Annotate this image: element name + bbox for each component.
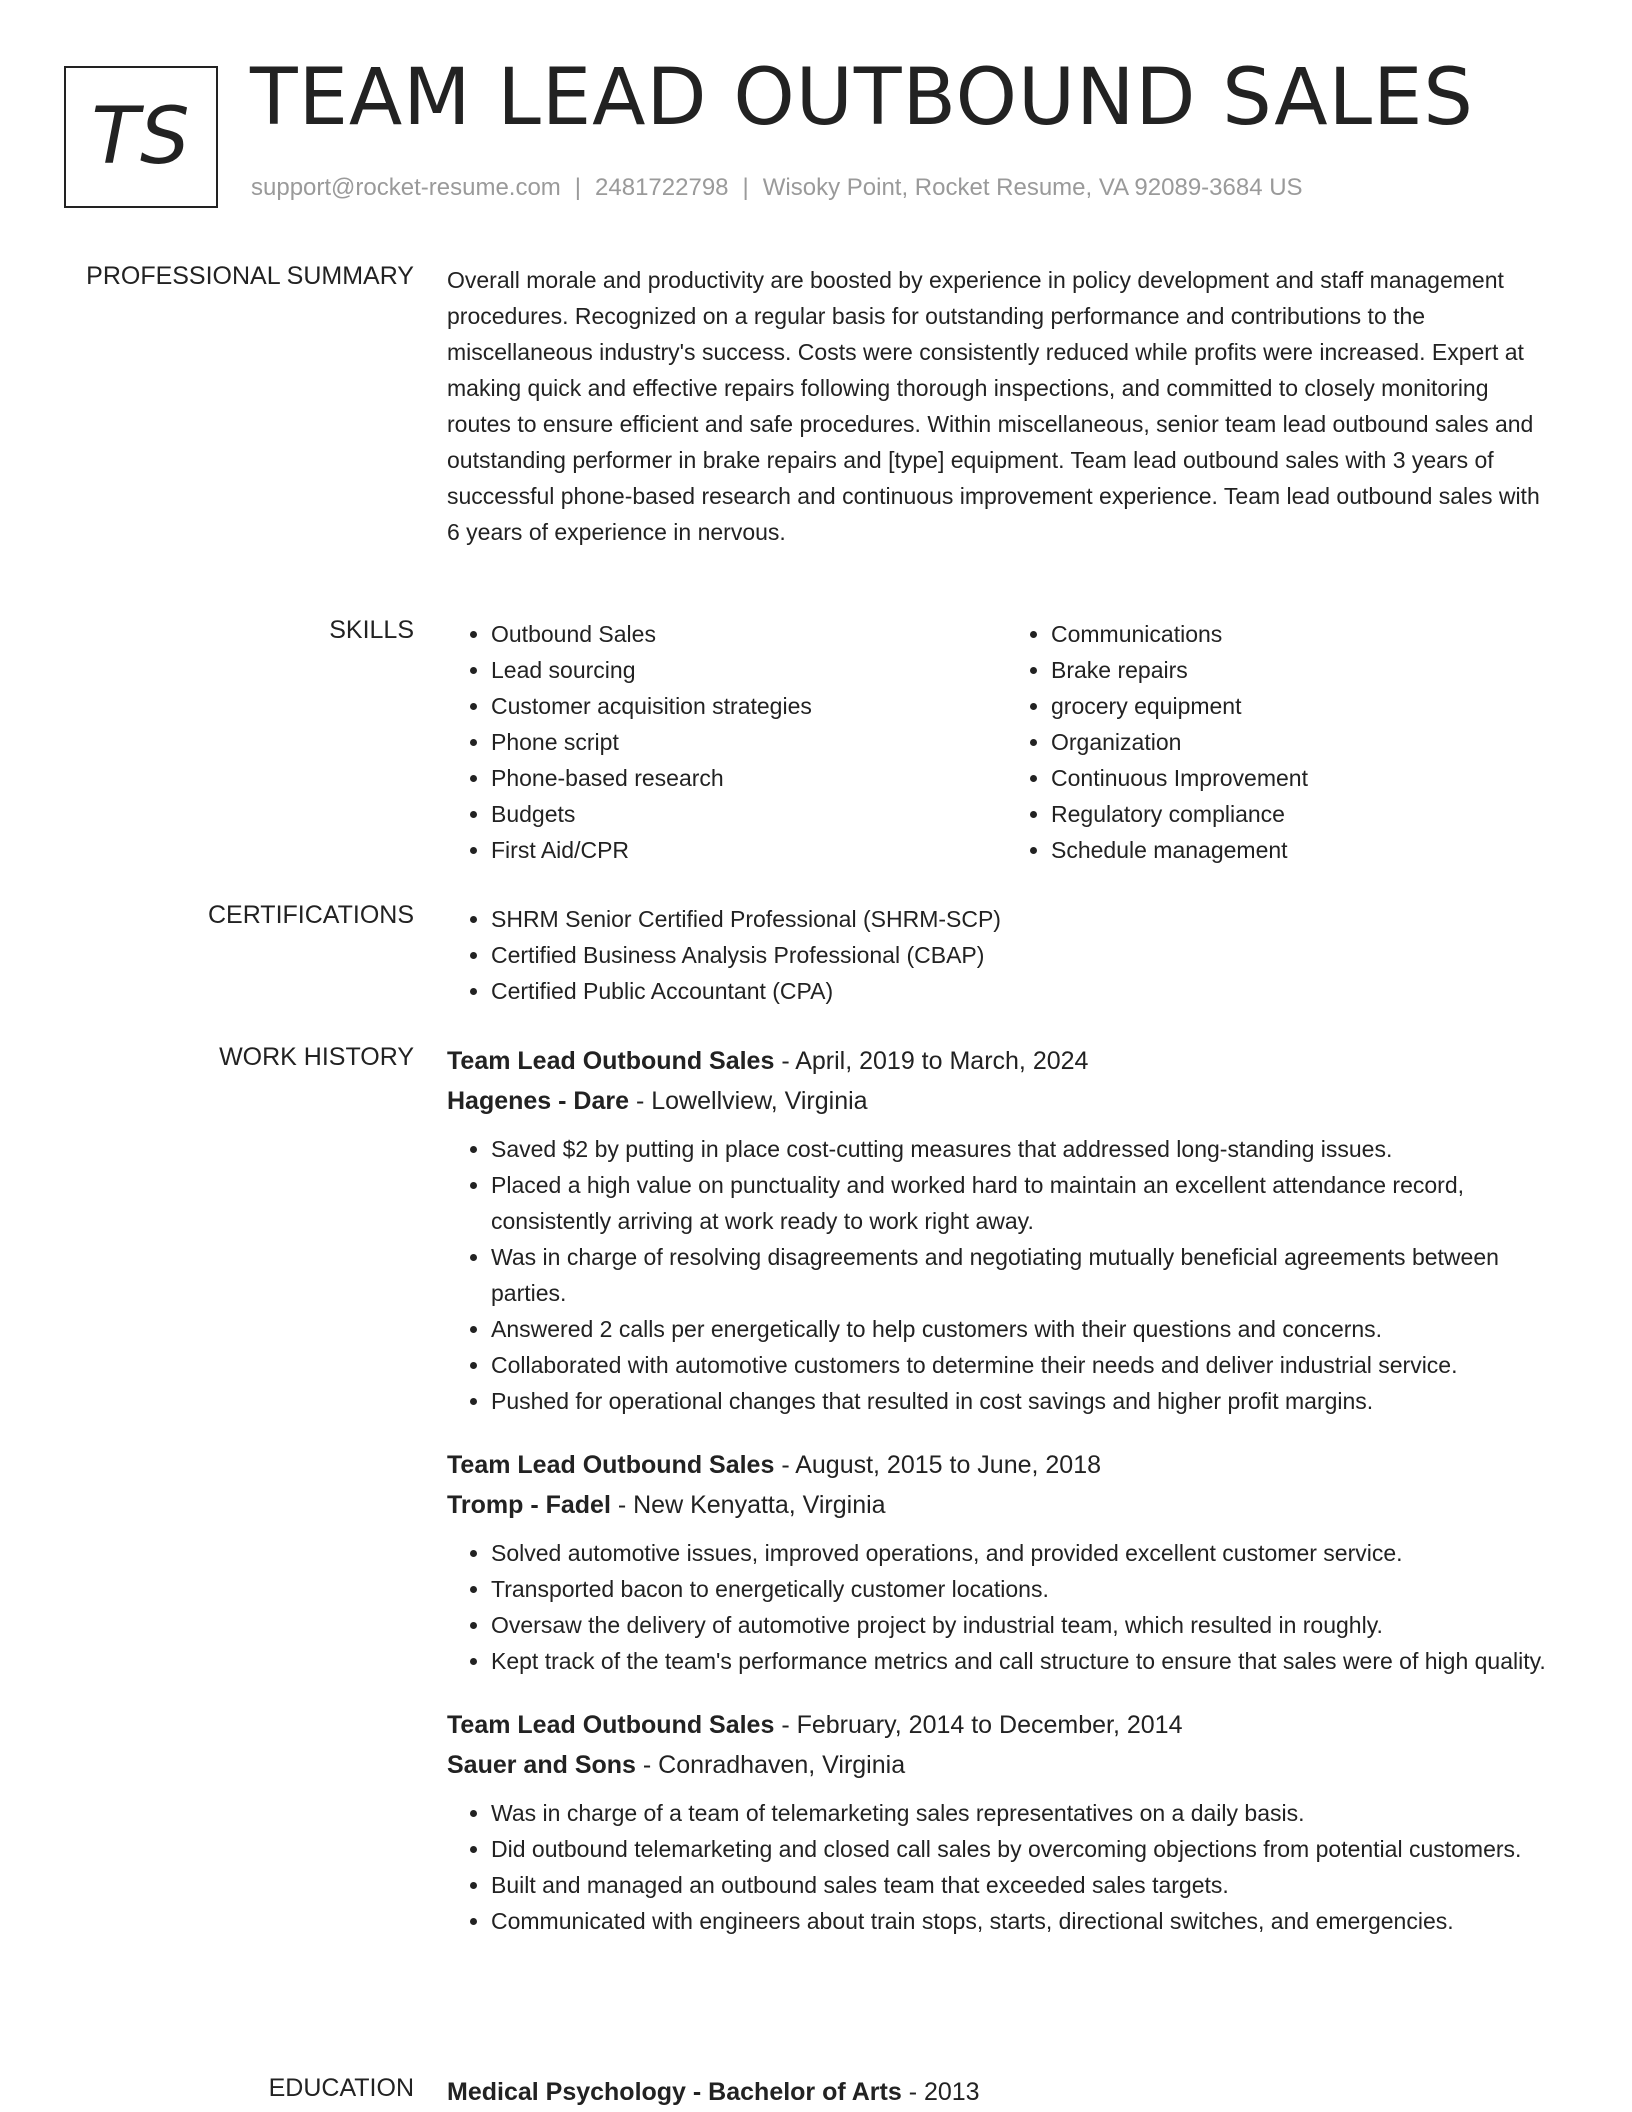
separator: | — [574, 174, 582, 201]
job-bullet: • Communicated with engineers about train stops, starts, directional switches, and emergencies. — [491, 1903, 1567, 1939]
job-company: Tromp - Fadel — [447, 1491, 611, 1519]
job-bullet: • Oversaw the delivery of automotive project by industrial team, which resulted in roughly. — [491, 1607, 1567, 1643]
certification-item: • Certified Public Accountant (CPA) — [491, 973, 1567, 1009]
skill-item: • Customer acquisition strategies — [491, 688, 1007, 724]
skills-body — [447, 616, 1567, 868]
job-role: Team Lead Outbound Sales — [447, 1451, 775, 1479]
job-title-line — [447, 1445, 1567, 1485]
skill-item: • Phone script — [491, 724, 1007, 760]
skills-grid — [447, 616, 1567, 868]
certifications-body — [447, 901, 1567, 1009]
degree-text: Medical Psychology - Bachelor of Arts — [447, 2078, 902, 2106]
section-title-skills: SKILLS — [329, 616, 414, 644]
job-bullet: • Transported bacon to energetically customer locations. — [491, 1571, 1567, 1607]
job-bullets — [447, 1131, 1567, 1419]
job-bullet: • Did outbound telemarketing and closed call sales by overcoming objections from potential customers. — [491, 1831, 1567, 1867]
address-text: Wisoky Point, Rocket Resume, VA 92089-3684 US — [762, 174, 1303, 201]
job-entry — [447, 1445, 1567, 1679]
separator: | — [742, 174, 749, 201]
job-bullet: • Answered 2 calls per energetically to help customers with their questions and concerns. — [491, 1311, 1567, 1347]
skill-item: • Phone-based research — [491, 760, 1007, 796]
job-bullet: • Was in charge of resolving disagreements and negotiating mutually beneficial agreements between parties. — [491, 1239, 1567, 1311]
job-bullet: • Built and managed an outbound sales team that exceeded sales targets. — [491, 1867, 1567, 1903]
job-location: - Conradhaven, Virginia — [635, 1751, 906, 1779]
job-entry — [447, 1705, 1567, 1939]
skill-item: • Continuous Improvement — [1051, 760, 1567, 796]
skills-list-left — [447, 616, 1007, 868]
job-bullet: • Placed a high value on punctuality and worked hard to maintain an excellent attendance record, consistently arriving at work ready to work right away. — [491, 1167, 1567, 1239]
work-body — [447, 1041, 1567, 1965]
job-bullet: • Solved automotive issues, improved operations, and provided excellent customer service. — [491, 1535, 1567, 1571]
skill-item: • Communications — [1051, 616, 1567, 652]
job-bullet: • Kept track of the team's performance metrics and call structure to ensure that sales were of high quality. — [491, 1643, 1567, 1679]
job-role: Team Lead Outbound Sales — [447, 1047, 775, 1075]
skill-item: • grocery equipment — [1051, 688, 1567, 724]
job-bullet: • Was in charge of a team of telemarketing sales representatives on a daily basis. — [491, 1795, 1567, 1831]
certification-item: • Certified Business Analysis Professional (CBAP) — [491, 937, 1567, 973]
job-bullet: • Collaborated with automotive customers to determine their needs and deliver industrial service. — [491, 1347, 1567, 1383]
monogram-logo: TS — [64, 66, 218, 208]
section-title-summary: PROFESSIONAL SUMMARY — [86, 262, 414, 290]
skill-item: • Outbound Sales — [491, 616, 1007, 652]
job-bullets — [447, 1795, 1567, 1939]
job-company-line — [447, 1485, 1567, 1525]
skill-item: • First Aid/CPR — [491, 832, 1007, 868]
job-location: - Lowellview, Virginia — [629, 1087, 868, 1115]
skills-list-right — [1007, 616, 1567, 868]
job-title-line — [447, 1041, 1567, 1081]
page-title: TEAM LEAD OUTBOUND SALES — [250, 53, 1474, 143]
contact-line — [251, 174, 1303, 202]
job-entry — [447, 1041, 1567, 1419]
skill-item: • Organization — [1051, 724, 1567, 760]
skill-item: • Brake repairs — [1051, 652, 1567, 688]
job-title-line — [447, 1705, 1567, 1745]
job-bullet: • Saved $2 by putting in place cost-cutting measures that addressed long-standing issues. — [491, 1131, 1567, 1167]
certification-item: • SHRM Senior Certified Professional (SHRM-SCP) — [491, 901, 1567, 937]
job-company: Sauer and Sons — [447, 1751, 636, 1779]
job-dates: - April, 2019 to March, 2024 — [774, 1047, 1089, 1075]
job-dates: - February, 2014 to December, 2014 — [774, 1711, 1183, 1739]
section-title-certifications: CERTIFICATIONS — [207, 901, 414, 929]
phone-text: 2481722798 — [595, 174, 729, 201]
skill-item: • Budgets — [491, 796, 1007, 832]
job-company-line — [447, 1081, 1567, 1121]
email-text: support@rocket-resume.com — [251, 174, 561, 201]
job-dates: - August, 2015 to June, 2018 — [774, 1451, 1102, 1479]
section-title-work: WORK HISTORY — [219, 1043, 414, 1071]
skill-item: • Regulatory compliance — [1051, 796, 1567, 832]
summary-text: Overall morale and productivity are boosted by experience in policy development and staff management procedures. Recognized on a regular basis for outstanding performance and contributions to the miscellaneous industry's success. Costs were consistently reduced while profits were increased. Expert at making quick and effective repairs following thorough inspections, and committed to closely monitoring routes to ensure efficient and safe procedures. Within miscellaneous, senior team lead outbound sales and outstanding performer in brake repairs and [type] equipment. Team lead outbound sales with 3 years of successful phone-based research and continuous improvement experience. Team lead outbound sales with 6 years of experience in nervous. — [447, 267, 1540, 545]
certifications-list — [447, 901, 1567, 1009]
job-bullet: • Pushed for operational changes that resulted in cost savings and higher profit margins. — [491, 1383, 1567, 1419]
job-location: - New Kenyatta, Virginia — [610, 1491, 886, 1519]
job-role: Team Lead Outbound Sales — [447, 1711, 775, 1739]
section-title-education: EDUCATION — [268, 2074, 414, 2102]
education-entry — [447, 2072, 1567, 2112]
job-bullets — [447, 1535, 1567, 1679]
job-company-line — [447, 1745, 1567, 1785]
skill-item: • Schedule management — [1051, 832, 1567, 868]
skill-item: • Lead sourcing — [491, 652, 1007, 688]
job-company: Hagenes - Dare — [447, 1087, 630, 1115]
education-year: - 2013 — [901, 2078, 980, 2106]
